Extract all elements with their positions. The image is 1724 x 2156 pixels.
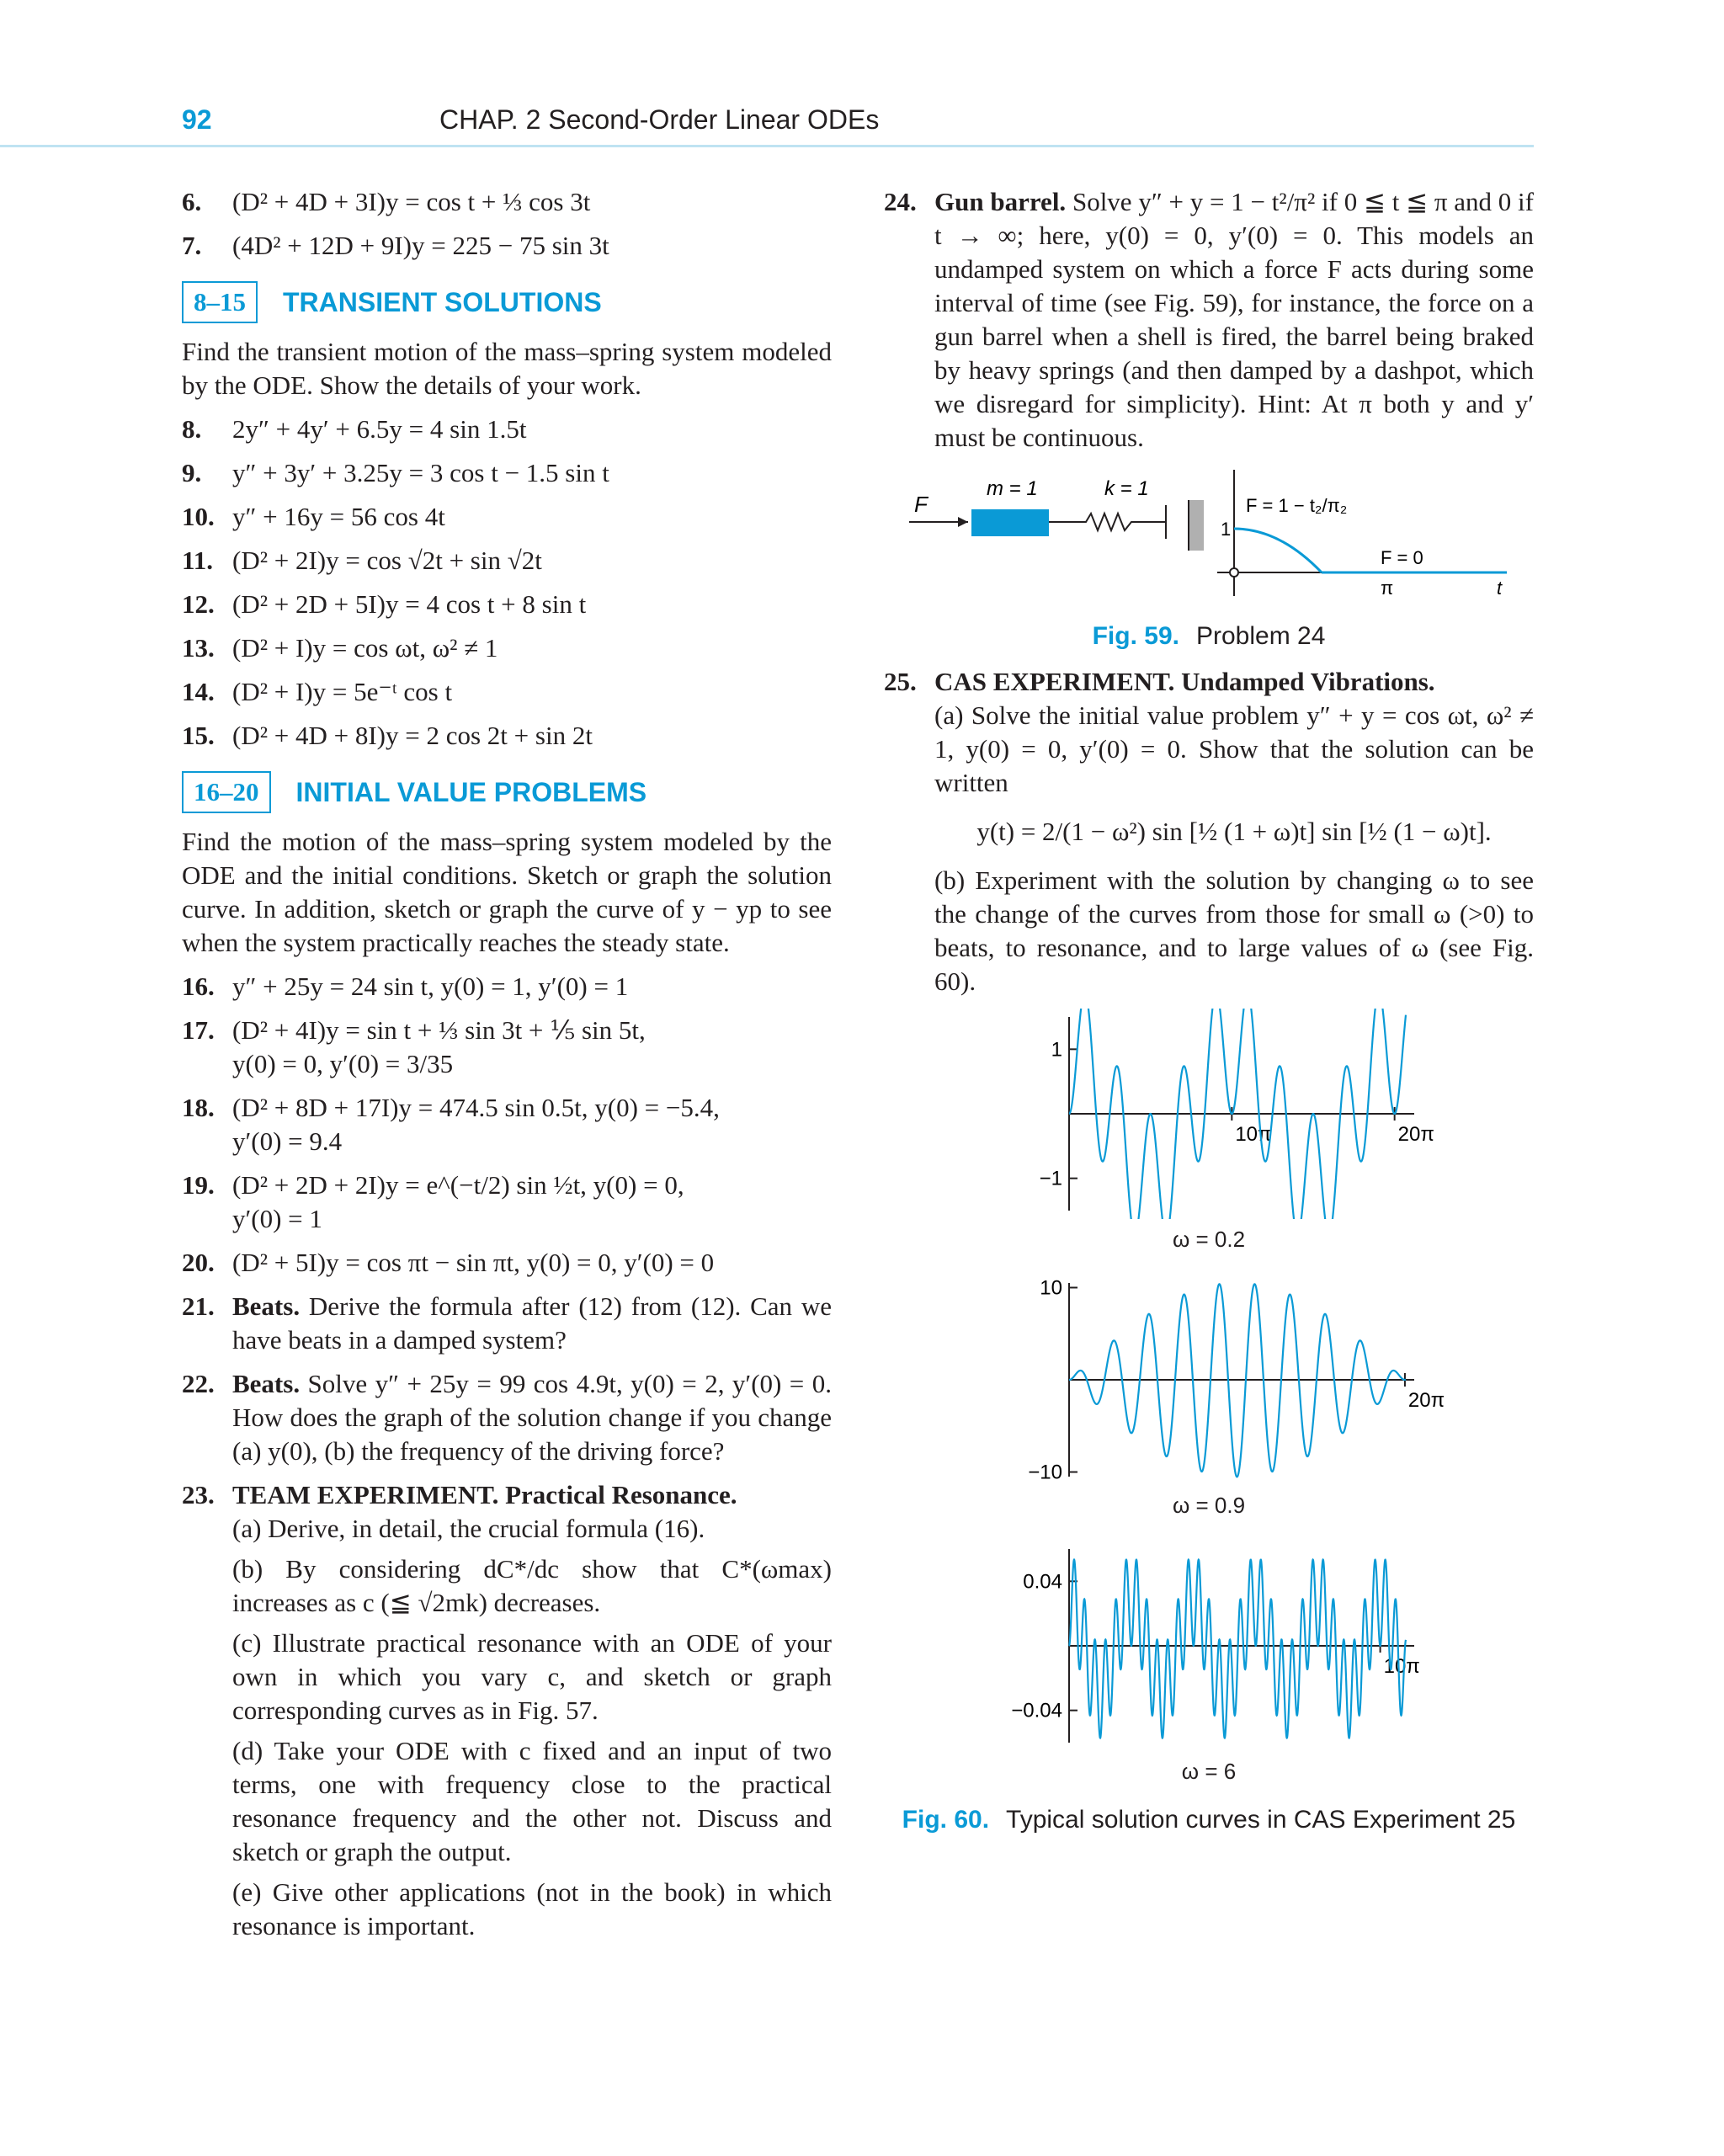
problem-text: (D² + I)y = cos ωt, ω² ≠ 1 <box>232 633 498 663</box>
section-heading-ivp <box>182 771 832 813</box>
problem-22 <box>182 1367 832 1468</box>
problem-text: 2y″ + 4y′ + 6.5y = 4 sin 1.5t <box>232 414 527 444</box>
x-tick-pi: π <box>1381 578 1394 599</box>
plot-y-tick-label: 0.04 <box>1023 1570 1062 1594</box>
problem-9 <box>182 456 832 490</box>
problem-text: y′(0) = 9.4 <box>232 1126 343 1156</box>
fig59-caption <box>884 620 1534 653</box>
problem-21 <box>182 1290 832 1357</box>
page-number: 92 <box>182 104 212 135</box>
y-tick-1: 1 <box>1221 519 1232 540</box>
problem-part-a: (a) Derive, in detail, the crucial formula (16). <box>232 1514 705 1543</box>
problem-number: 23. <box>182 1480 215 1509</box>
problem-number: 10. <box>182 502 215 531</box>
problem-text: (D² + 4I)y = sin t + ⅓ sin 3t + ⅕ sin 5t, <box>232 1015 646 1045</box>
problem-number: 9. <box>182 458 202 487</box>
problem-text: (D² + 4D + 8I)y = 2 cos 2t + sin 2t <box>232 721 593 750</box>
plot-x-tick-label: 10π <box>1383 1655 1420 1678</box>
problem-number: 20. <box>182 1248 215 1277</box>
problem-part-b: (b) Experiment with the solution by changing ω to see the change of the curves from those for small ω (>0) to beats, to resonance, and to large values of ω (see Fig. 60). <box>934 865 1534 996</box>
problem-number: 13. <box>182 633 215 663</box>
zero-label: F = 0 <box>1381 547 1423 568</box>
plot-y-tick-label: 1 <box>1051 1038 1062 1062</box>
problem-number: 19. <box>182 1170 215 1200</box>
problem-12 <box>182 588 832 621</box>
problem-19 <box>182 1168 832 1236</box>
section-heading-transient <box>182 281 832 323</box>
problem-text: Solve y″ + y = 1 − t²/π² if 0 ≦ t ≦ π and 0 if t → ∞; here, y(0) = 0, y′(0) = 0. This models an undamped system on which a force F acts during some interval of time (see Fig. 59), for instance, the force on a gun barrel when a shell is fired, the barrel being braked by heavy springs (and then damped by a dashpot, which we disregard for simplicity). Hint: At π both y and y′ must be continuous. <box>934 187 1534 452</box>
problem-number: 6. <box>182 187 202 216</box>
problem-part-a: (a) Solve the initial value problem y″ + y = cos ωt, ω² ≠ 1, y(0) = 0, y′(0) = 0. Show that the solution can be written <box>934 700 1534 797</box>
mass-block <box>971 509 1049 536</box>
problem-text: y(0) = 0, y′(0) = 3/35 <box>232 1049 454 1078</box>
spring <box>1049 514 1166 530</box>
problem-number: 25. <box>884 667 917 696</box>
plot-x-tick-label: 20π <box>1397 1123 1434 1146</box>
problem-text: (D² + 8D + 17I)y = 474.5 sin 0.5t, y(0) = −5.4, <box>232 1093 720 1122</box>
problem-text: Derive the formula after (12) from (12). Can we have beats in a damped system? <box>232 1291 832 1355</box>
problem-text: (D² + I)y = 5e⁻ᵗ cos t <box>232 677 453 706</box>
plot-omega-0-2 <box>884 1009 1534 1219</box>
problem-number: 16. <box>182 972 215 1001</box>
problem-text: y″ + 3y′ + 3.25y = 3 cos t − 1.5 sin t <box>232 458 609 487</box>
left-column <box>182 185 832 1953</box>
fig60-caption <box>884 1803 1534 1837</box>
curve-label: F = 1 − t₂/π₂ <box>1246 495 1348 516</box>
problem-number: 12. <box>182 589 215 619</box>
figure-label: Fig. 59. <box>1092 622 1179 650</box>
problem-number: 24. <box>884 187 917 216</box>
force-label: F <box>914 492 928 517</box>
running-header <box>0 103 1534 147</box>
problem-title: Gun barrel. <box>934 187 1067 216</box>
problem-10 <box>182 500 832 534</box>
problem-text: (D² + 2I)y = cos √2t + sin √2t <box>232 546 542 575</box>
problem-text: (D² + 4D + 3I)y = cos t + ⅓ cos 3t <box>232 187 591 216</box>
problem-8 <box>182 413 832 446</box>
problem-13 <box>182 631 832 665</box>
solution-formula: y(t) = 2/(1 − ω²) sin [½ (1 + ω)t] sin [½ (1 − ω)t]. <box>976 817 1492 846</box>
problem-number: 8. <box>182 414 202 444</box>
problem-24 <box>884 185 1534 455</box>
problem-text: y″ + 25y = 24 sin t, y(0) = 1, y′(0) = 1 <box>232 972 629 1001</box>
problem-20 <box>182 1246 832 1280</box>
problem-text: (D² + 2D + 5I)y = 4 cos t + 8 sin t <box>232 589 587 619</box>
plot-x-tick-label: 10π <box>1235 1123 1272 1146</box>
figure-caption-text: Typical solution curves in CAS Experiment 25 <box>1006 1806 1516 1834</box>
problem-number: 21. <box>182 1291 215 1321</box>
problem-23 <box>182 1478 832 1943</box>
problem-7 <box>182 229 832 263</box>
figure-caption-text: Problem 24 <box>1195 622 1326 650</box>
problem-17 <box>182 1014 832 1081</box>
right-column <box>884 185 1534 1837</box>
origin-dot <box>1230 568 1238 577</box>
problem-text: y″ + 16y = 56 cos 4t <box>232 502 445 531</box>
plot-y-tick-label: 10 <box>1040 1276 1062 1300</box>
problem-text: (D² + 5I)y = cos πt − sin πt, y(0) = 0, y′(0) = 0 <box>232 1248 715 1277</box>
plot-x-tick-label: 20π <box>1407 1389 1445 1412</box>
problem-text: y′(0) = 1 <box>232 1204 322 1233</box>
section-intro: Find the transient motion of the mass–spring system modeled by the ODE. Show the details of your work. <box>182 337 832 400</box>
problem-text: (4D² + 12D + 9I)y = 225 − 75 sin 3t <box>232 231 609 260</box>
problem-number: 22. <box>182 1369 215 1398</box>
solution-curve <box>1069 1560 1406 1738</box>
problem-6 <box>182 185 832 219</box>
force-curve <box>1234 529 1322 572</box>
problem-15 <box>182 719 832 753</box>
problem-number: 18. <box>182 1093 215 1122</box>
section-range: 16–20 <box>182 771 271 813</box>
plot-omega-label: ω = 0.2 <box>1172 1227 1246 1252</box>
x-axis-label: t <box>1497 578 1503 599</box>
problem-number: 11. <box>182 546 214 575</box>
mass-label: m = 1 <box>987 477 1038 500</box>
section-range: 8–15 <box>182 281 258 323</box>
wall <box>1189 500 1204 551</box>
problem-18 <box>182 1091 832 1158</box>
force-arrowhead <box>958 517 968 527</box>
problem-title: TEAM EXPERIMENT. Practical Resonance. <box>232 1480 737 1509</box>
problem-25 <box>884 665 1534 998</box>
problem-number: 7. <box>182 231 202 260</box>
fig59-diagram <box>884 470 1534 613</box>
fig60-plots <box>884 1009 1534 1788</box>
problem-part-c: (c) Illustrate practical resonance with an ODE of your own in which you vary c, and sketch or graph corresponding curves as in Fig. 57. <box>232 1628 832 1725</box>
problem-part-d: (d) Take your ODE with c fixed and an input of two terms, one with frequency close to the practical resonance frequency and the other not. Discuss and sketch or graph the output. <box>232 1736 832 1866</box>
plot-omega-6 <box>884 1541 1534 1751</box>
problem-text: Solve y″ + 25y = 99 cos 4.9t, y(0) = 2, y′(0) = 0. How does the graph of the solution change if you change (a) y(0), (b) the frequency of the driving force? <box>232 1369 832 1466</box>
problem-16 <box>182 970 832 1003</box>
plot-y-tick-label: −10 <box>1028 1461 1062 1484</box>
figure-label: Fig. 60. <box>902 1806 990 1834</box>
spring-label: k = 1 <box>1104 477 1149 500</box>
problem-title: CAS EXPERIMENT. Undamped Vibrations. <box>934 667 1435 696</box>
plot-omega-label: ω = 0.9 <box>1172 1493 1246 1518</box>
section-title: INITIAL VALUE PROBLEMS <box>295 777 647 807</box>
problem-number: 17. <box>182 1015 215 1045</box>
problem-number: 15. <box>182 721 215 750</box>
plot-y-tick-label: −0.04 <box>1011 1699 1062 1722</box>
problem-part-e: (e) Give other applications (not in the book) in which resonance is important. <box>232 1877 832 1940</box>
problem-14 <box>182 675 832 709</box>
problem-text: (D² + 2D + 2I)y = e^(−t/2) sin ½t, y(0) = 0, <box>232 1170 684 1200</box>
problem-number: 14. <box>182 677 215 706</box>
chapter-title: CHAP. 2 Second-Order Linear ODEs <box>439 104 880 135</box>
section-title: TRANSIENT SOLUTIONS <box>283 287 602 317</box>
problem-title: Beats. <box>232 1291 301 1321</box>
plot-y-tick-label: −1 <box>1039 1167 1062 1190</box>
problem-11 <box>182 544 832 578</box>
section-intro: Find the motion of the mass–spring system modeled by the ODE and the initial conditions. Sketch or graph the solution curve. In addition, sketch or graph the curve of y − yp to see when the system practically reaches the steady state. <box>182 827 832 957</box>
plot-omega-0-9 <box>884 1275 1534 1485</box>
problem-title: Beats. <box>232 1369 301 1398</box>
plot-omega-label: ω = 6 <box>1181 1759 1237 1784</box>
problem-part-b: (b) By considering dC*/dc show that C*(ωmax) increases as c (≦ √2mk) decreases. <box>232 1554 832 1617</box>
